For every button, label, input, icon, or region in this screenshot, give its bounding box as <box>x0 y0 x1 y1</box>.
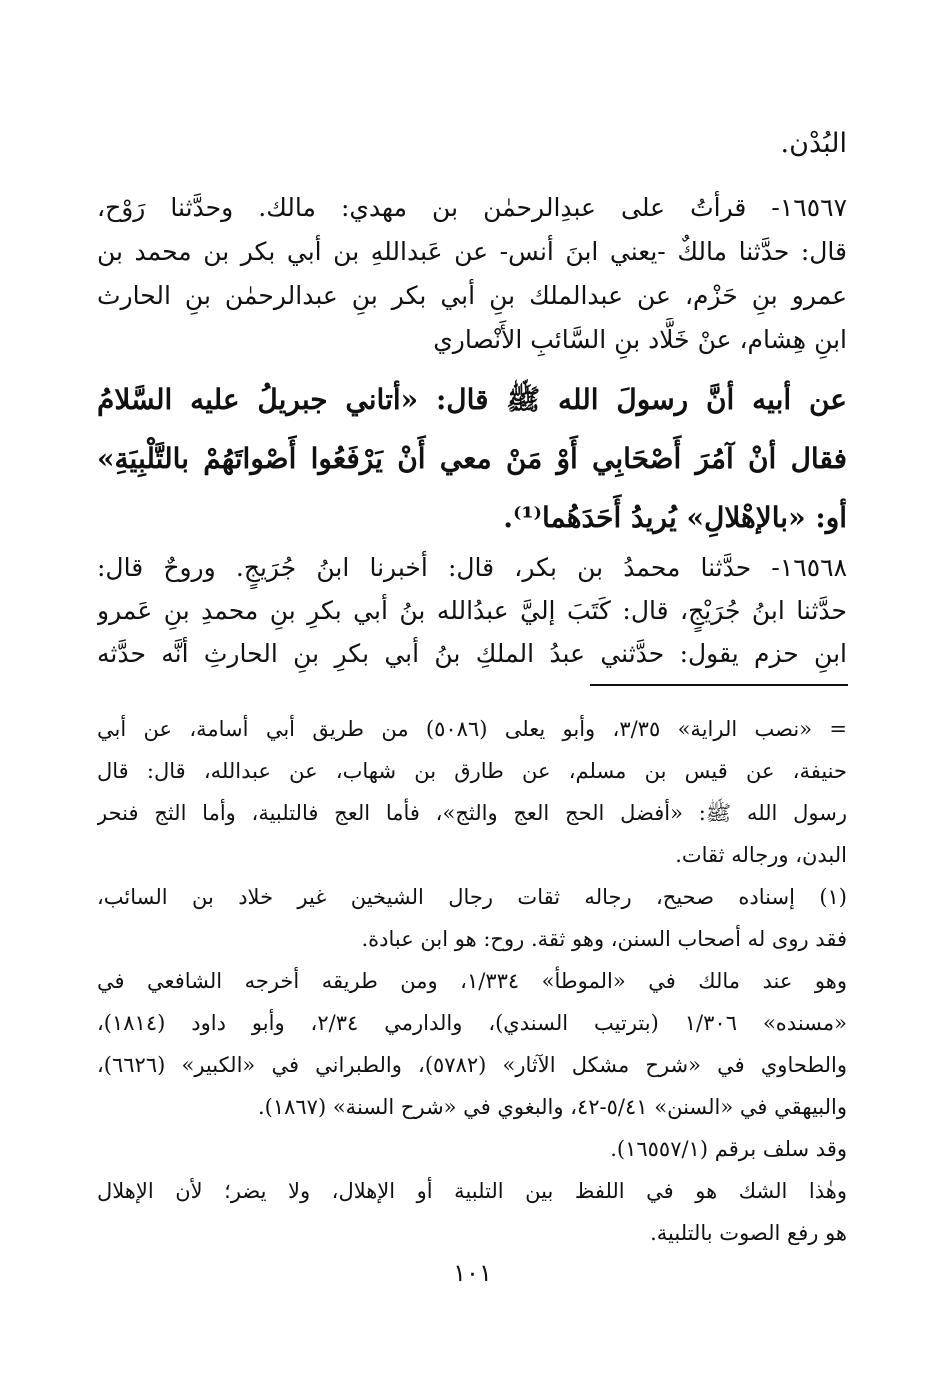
quote-line: فقال أنْ آمُرَ أَصْحَابِي أَوْ مَنْ معي أَنْ يَرْفَعُوا أَصْواتَهُمْ بالتَّلْبِيَةِ» <box>97 442 847 475</box>
hadith-quote <box>97 370 847 547</box>
footnote-line: حنيفة، عن قيس بن مسلم، عن طارق بن شهاب، عن عبدالله، قال: قال <box>97 759 847 783</box>
footnote-line: = «نصب الراية» ٣/٣٥، وأبو يعلى (٥٠٨٦) من طريق أبي أسامة، عن أبي <box>97 717 847 741</box>
footnote-line: البدن، ورجاله ثقات. <box>675 843 847 867</box>
footnote-line: «مسنده» ١/٣٠٦ (بترتيب السندي)، والدارمي ٢/٣٤، وأبو داود (١٨١٤)، <box>97 1011 847 1035</box>
text-line: ابنِ حزم يقول: حدَّثني عبدُ الملكِ بنُ أبي بكرِ بنِ الحارثِ أنَّه حدَّثه <box>97 639 847 668</box>
text-line: ١٦٥٦٨- حدَّثنا محمدُ بن بكر، قال: أخبرنا ابنُ جُرَيجٍ. وروحٌ قال: <box>97 553 847 582</box>
footnote-line: وقد سلف برقم (١٦٥٥٧/١). <box>610 1137 847 1161</box>
footnote-line: هو رفع الصوت بالتلبية. <box>650 1221 847 1245</box>
footnote-line: (١) إسناده صحيح، رجاله ثقات رجال الشيخين غير خلاد بن السائب، <box>97 885 847 909</box>
text-line: عمرو بنِ حَزْم، عن عبدالملك بنِ أبي بكر بنِ عبدالرحمٰن بنِ الحارث <box>97 281 847 310</box>
footnotes <box>97 708 847 1254</box>
footnote-line: والبيهقي في «السنن» ٥/٤١-٤٢، والبغوي في «شرح السنة» (١٨٦٧). <box>257 1095 847 1119</box>
quote-line: عن أبيه أنَّ رسولَ الله ﷺ قال: «أتاني جبريلُ عليه السَّلامُ <box>97 383 847 416</box>
footnote-separator <box>590 684 848 686</box>
text-line: قال: حدَّثنا مالكٌ -يعني ابنَ أنس- عن عَبداللهِ بن أبي بكر بن محمد بن <box>97 237 847 266</box>
hadith-16568 <box>97 546 847 675</box>
hadith-16567 <box>97 186 847 362</box>
text-line: ابنِ هِشام، عنْ خَلَّاد بنِ السَّائبِ الأَنْصاري <box>433 325 847 354</box>
text-line: ١٦٥٦٧- قرأتُ على عبدِالرحمٰن بن مهدي: مالك. وحدَّثنا رَوْح، <box>97 193 847 222</box>
continuation-word: البُدْن. <box>780 128 847 159</box>
footnote-line: والطحاوي في «شرح مشكل الآثار» (٥٧٨٢)، والطبراني في «الكبير» (٦٦٢٦)، <box>97 1053 847 1077</box>
footnote-line: رسول الله ﷺ: «أفضل الحج العج والثج»، فأما العج فالتلبية، وأما الثج فنحر <box>97 801 847 825</box>
footnote-line: وهٰذا الشك هو في اللفظ بين التلبية أو الإهلال، ولا يضر؛ لأن الإهلال <box>97 1179 847 1203</box>
page-number: ١٠١ <box>453 1259 492 1287</box>
quote-line: أو: «بالإهْلالِ» يُريدُ أَحَدَهُما⁽¹⁾. <box>503 501 847 534</box>
footnote-line: فقد روى له أصحاب السنن، وهو ثقة. روح: هو ابن عبادة. <box>361 927 847 951</box>
text-line: حدَّثنا ابنُ جُرَيْجٍ، قال: كَتَبَ إليَّ عبدُالله بنُ أبي بكرِ بنِ محمدِ بنِ عَمرو <box>97 596 847 625</box>
footnote-line: وهو عند مالك في «الموطأ» ١/٣٣٤، ومن طريقه أخرجه الشافعي في <box>97 969 847 993</box>
